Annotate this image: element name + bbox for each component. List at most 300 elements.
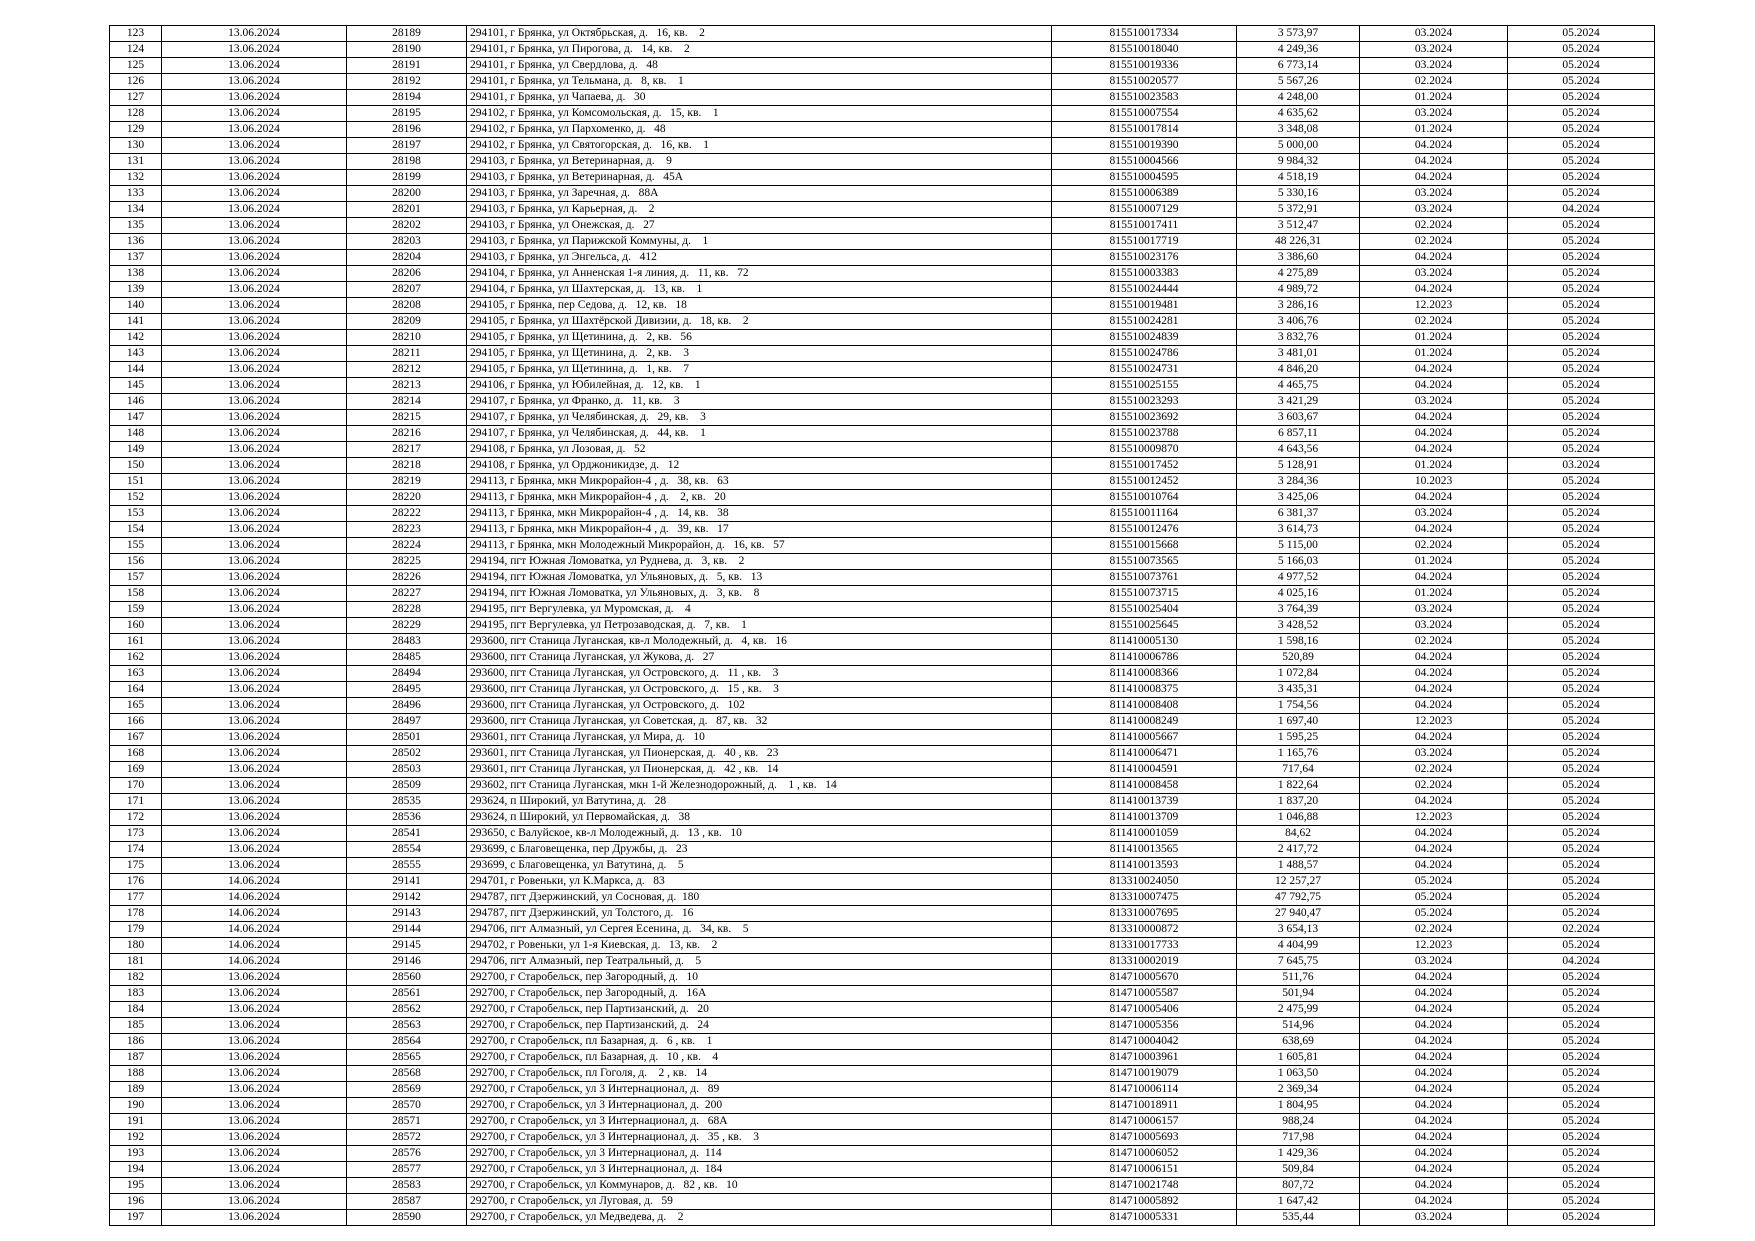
account-number-cell: 814710005331 <box>1052 1210 1237 1226</box>
date-cell: 13.06.2024 <box>162 586 347 602</box>
document-number-cell: 28202 <box>347 218 467 234</box>
document-number-cell: 28561 <box>347 986 467 1002</box>
row-number-cell: 152 <box>110 490 162 506</box>
document-number-cell: 28502 <box>347 746 467 762</box>
address-cell: 293699, с Благовещенка, пер Дружбы, д. 23 <box>467 842 1052 858</box>
amount-cell: 1 804,95 <box>1237 1098 1360 1114</box>
period-from-cell: 02.2024 <box>1360 314 1508 330</box>
date-cell: 13.06.2024 <box>162 138 347 154</box>
period-to-cell: 05.2024 <box>1508 1018 1655 1034</box>
document-number-cell: 28196 <box>347 122 467 138</box>
table-row <box>110 698 1655 714</box>
table-row <box>110 874 1655 890</box>
date-cell: 13.06.2024 <box>162 186 347 202</box>
date-cell: 13.06.2024 <box>162 1002 347 1018</box>
account-number-cell: 811410006786 <box>1052 650 1237 666</box>
account-number-cell: 815510007554 <box>1052 106 1237 122</box>
period-to-cell: 05.2024 <box>1508 938 1655 954</box>
date-cell: 13.06.2024 <box>162 794 347 810</box>
account-number-cell: 815510025645 <box>1052 618 1237 634</box>
date-cell: 13.06.2024 <box>162 778 347 794</box>
account-number-cell: 814710006052 <box>1052 1146 1237 1162</box>
period-from-cell: 04.2024 <box>1360 282 1508 298</box>
document-number-cell: 28227 <box>347 586 467 602</box>
amount-cell: 509,84 <box>1237 1162 1360 1178</box>
period-from-cell: 03.2024 <box>1360 186 1508 202</box>
account-number-cell: 814710005892 <box>1052 1194 1237 1210</box>
row-number-cell: 151 <box>110 474 162 490</box>
document-number-cell: 28199 <box>347 170 467 186</box>
period-to-cell: 05.2024 <box>1508 650 1655 666</box>
period-to-cell: 05.2024 <box>1508 74 1655 90</box>
period-from-cell: 02.2024 <box>1360 922 1508 938</box>
period-from-cell: 04.2024 <box>1360 858 1508 874</box>
period-to-cell: 05.2024 <box>1508 58 1655 74</box>
table-row <box>110 314 1655 330</box>
address-cell: 294105, г Брянка, ул Щетинина, д. 2, кв. 56 <box>467 330 1052 346</box>
account-number-cell: 811410013709 <box>1052 810 1237 826</box>
row-number-cell: 158 <box>110 586 162 602</box>
amount-cell: 3 603,67 <box>1237 410 1360 426</box>
period-to-cell: 05.2024 <box>1508 618 1655 634</box>
row-number-cell: 130 <box>110 138 162 154</box>
table-row <box>110 154 1655 170</box>
table-row <box>110 1018 1655 1034</box>
table-row <box>110 218 1655 234</box>
table-row <box>110 410 1655 426</box>
date-cell: 13.06.2024 <box>162 314 347 330</box>
row-number-cell: 193 <box>110 1146 162 1162</box>
document-number-cell: 28225 <box>347 554 467 570</box>
document-number-cell: 28190 <box>347 42 467 58</box>
table-row <box>110 1098 1655 1114</box>
row-number-cell: 150 <box>110 458 162 474</box>
table-row <box>110 1210 1655 1226</box>
row-number-cell: 175 <box>110 858 162 874</box>
table-row <box>110 1178 1655 1194</box>
amount-cell: 1 697,40 <box>1237 714 1360 730</box>
account-number-cell: 815510023176 <box>1052 250 1237 266</box>
account-number-cell: 813310007695 <box>1052 906 1237 922</box>
row-number-cell: 123 <box>110 26 162 42</box>
account-number-cell: 815510023583 <box>1052 90 1237 106</box>
row-number-cell: 147 <box>110 410 162 426</box>
document-number-cell: 28485 <box>347 650 467 666</box>
address-cell: 292700, г Старобельск, пл Базарная, д. 6 , кв. 1 <box>467 1034 1052 1050</box>
document-number-cell: 28563 <box>347 1018 467 1034</box>
account-number-cell: 815510025404 <box>1052 602 1237 618</box>
table-row <box>110 986 1655 1002</box>
period-from-cell: 12.2023 <box>1360 714 1508 730</box>
address-cell: 292700, г Старобельск, ул 3 Интернационал, д. 35 , кв. 3 <box>467 1130 1052 1146</box>
period-to-cell: 05.2024 <box>1508 794 1655 810</box>
amount-cell: 1 429,36 <box>1237 1146 1360 1162</box>
row-number-cell: 126 <box>110 74 162 90</box>
period-from-cell: 03.2024 <box>1360 202 1508 218</box>
address-cell: 294105, г Брянка, ул Щетинина, д. 1, кв. 7 <box>467 362 1052 378</box>
period-from-cell: 04.2024 <box>1360 570 1508 586</box>
row-number-cell: 180 <box>110 938 162 954</box>
period-from-cell: 02.2024 <box>1360 762 1508 778</box>
row-number-cell: 188 <box>110 1066 162 1082</box>
period-from-cell: 02.2024 <box>1360 218 1508 234</box>
address-cell: 294101, г Брянка, ул Чапаева, д. 30 <box>467 90 1052 106</box>
amount-cell: 3 654,13 <box>1237 922 1360 938</box>
period-to-cell: 04.2024 <box>1508 954 1655 970</box>
row-number-cell: 168 <box>110 746 162 762</box>
table-row <box>110 730 1655 746</box>
row-number-cell: 135 <box>110 218 162 234</box>
account-number-cell: 815510024731 <box>1052 362 1237 378</box>
document-number-cell: 28587 <box>347 1194 467 1210</box>
period-from-cell: 04.2024 <box>1360 1178 1508 1194</box>
amount-cell: 1 822,64 <box>1237 778 1360 794</box>
period-to-cell: 05.2024 <box>1508 698 1655 714</box>
period-from-cell: 04.2024 <box>1360 1098 1508 1114</box>
amount-cell: 4 025,16 <box>1237 586 1360 602</box>
period-to-cell: 05.2024 <box>1508 826 1655 842</box>
row-number-cell: 146 <box>110 394 162 410</box>
period-to-cell: 05.2024 <box>1508 714 1655 730</box>
period-from-cell: 04.2024 <box>1360 842 1508 858</box>
document-number-cell: 28189 <box>347 26 467 42</box>
date-cell: 13.06.2024 <box>162 522 347 538</box>
period-from-cell: 04.2024 <box>1360 522 1508 538</box>
date-cell: 13.06.2024 <box>162 1098 347 1114</box>
table-row <box>110 186 1655 202</box>
document-number-cell: 28213 <box>347 378 467 394</box>
date-cell: 13.06.2024 <box>162 106 347 122</box>
table-row <box>110 90 1655 106</box>
period-to-cell: 05.2024 <box>1508 778 1655 794</box>
period-from-cell: 01.2024 <box>1360 586 1508 602</box>
period-to-cell: 05.2024 <box>1508 858 1655 874</box>
address-cell: 294194, пгт Южная Ломоватка, ул Ульяновых, д. 5, кв. 13 <box>467 570 1052 586</box>
row-number-cell: 185 <box>110 1018 162 1034</box>
date-cell: 13.06.2024 <box>162 1178 347 1194</box>
document-number-cell: 28571 <box>347 1114 467 1130</box>
document-number-cell: 29142 <box>347 890 467 906</box>
document-number-cell: 28210 <box>347 330 467 346</box>
address-cell: 294108, г Брянка, ул Орджоникидзе, д. 12 <box>467 458 1052 474</box>
date-cell: 13.06.2024 <box>162 714 347 730</box>
address-cell: 293601, пгт Станица Луганская, ул Пионерская, д. 40 , кв. 23 <box>467 746 1052 762</box>
period-from-cell: 03.2024 <box>1360 602 1508 618</box>
date-cell: 13.06.2024 <box>162 282 347 298</box>
date-cell: 13.06.2024 <box>162 506 347 522</box>
period-to-cell: 05.2024 <box>1508 554 1655 570</box>
amount-cell: 5 128,91 <box>1237 458 1360 474</box>
period-from-cell: 04.2024 <box>1360 650 1508 666</box>
row-number-cell: 174 <box>110 842 162 858</box>
account-number-cell: 814710018911 <box>1052 1098 1237 1114</box>
amount-cell: 3 284,36 <box>1237 474 1360 490</box>
period-from-cell: 04.2024 <box>1360 378 1508 394</box>
period-to-cell: 05.2024 <box>1508 474 1655 490</box>
row-number-cell: 165 <box>110 698 162 714</box>
amount-cell: 501,94 <box>1237 986 1360 1002</box>
table-row <box>110 1066 1655 1082</box>
address-cell: 293624, п Широкий, ул Первомайская, д. 38 <box>467 810 1052 826</box>
period-from-cell: 05.2024 <box>1360 874 1508 890</box>
amount-cell: 12 257,27 <box>1237 874 1360 890</box>
period-from-cell: 04.2024 <box>1360 442 1508 458</box>
period-to-cell: 05.2024 <box>1508 874 1655 890</box>
account-number-cell: 815510024281 <box>1052 314 1237 330</box>
date-cell: 13.06.2024 <box>162 618 347 634</box>
table-row <box>110 330 1655 346</box>
address-cell: 294107, г Брянка, ул Челябинская, д. 44, кв. 1 <box>467 426 1052 442</box>
amount-cell: 4 518,19 <box>1237 170 1360 186</box>
amount-cell: 5 330,16 <box>1237 186 1360 202</box>
row-number-cell: 167 <box>110 730 162 746</box>
table-row <box>110 858 1655 874</box>
account-number-cell: 815510012452 <box>1052 474 1237 490</box>
table-row <box>110 570 1655 586</box>
amount-cell: 3 512,47 <box>1237 218 1360 234</box>
document-number-cell: 28509 <box>347 778 467 794</box>
period-from-cell: 04.2024 <box>1360 1114 1508 1130</box>
table-row <box>110 282 1655 298</box>
amount-cell: 4 635,62 <box>1237 106 1360 122</box>
document-number-cell: 28568 <box>347 1066 467 1082</box>
date-cell: 13.06.2024 <box>162 90 347 106</box>
period-to-cell: 05.2024 <box>1508 634 1655 650</box>
address-cell: 294106, г Брянка, ул Юбилейная, д. 12, кв. 1 <box>467 378 1052 394</box>
period-to-cell: 05.2024 <box>1508 410 1655 426</box>
period-from-cell: 04.2024 <box>1360 1130 1508 1146</box>
date-cell: 13.06.2024 <box>162 1082 347 1098</box>
address-cell: 292700, г Старобельск, пер Загородный, д. 10 <box>467 970 1052 986</box>
date-cell: 13.06.2024 <box>162 570 347 586</box>
document-number-cell: 28501 <box>347 730 467 746</box>
amount-cell: 4 275,89 <box>1237 266 1360 282</box>
row-number-cell: 132 <box>110 170 162 186</box>
period-to-cell: 02.2024 <box>1508 922 1655 938</box>
account-number-cell: 815510073761 <box>1052 570 1237 586</box>
row-number-cell: 131 <box>110 154 162 170</box>
row-number-cell: 181 <box>110 954 162 970</box>
document-number-cell: 29144 <box>347 922 467 938</box>
date-cell: 13.06.2024 <box>162 1194 347 1210</box>
period-to-cell: 05.2024 <box>1508 42 1655 58</box>
table-row <box>110 826 1655 842</box>
date-cell: 13.06.2024 <box>162 346 347 362</box>
account-number-cell: 815510017719 <box>1052 234 1237 250</box>
document-number-cell: 28569 <box>347 1082 467 1098</box>
date-cell: 13.06.2024 <box>162 634 347 650</box>
document-number-cell: 28564 <box>347 1034 467 1050</box>
table-row <box>110 602 1655 618</box>
date-cell: 13.06.2024 <box>162 266 347 282</box>
period-to-cell: 05.2024 <box>1508 314 1655 330</box>
document-number-cell: 28208 <box>347 298 467 314</box>
date-cell: 13.06.2024 <box>162 810 347 826</box>
period-from-cell: 04.2024 <box>1360 410 1508 426</box>
address-cell: 293699, с Благовещенка, ул Ватутина, д. 5 <box>467 858 1052 874</box>
period-to-cell: 05.2024 <box>1508 506 1655 522</box>
amount-cell: 1 063,50 <box>1237 1066 1360 1082</box>
account-number-cell: 813310000872 <box>1052 922 1237 938</box>
account-number-cell: 814710006157 <box>1052 1114 1237 1130</box>
row-number-cell: 194 <box>110 1162 162 1178</box>
row-number-cell: 166 <box>110 714 162 730</box>
period-to-cell: 05.2024 <box>1508 106 1655 122</box>
date-cell: 13.06.2024 <box>162 234 347 250</box>
address-cell: 294787, пгт Дзержинский, ул Толстого, д. 16 <box>467 906 1052 922</box>
account-number-cell: 815510020577 <box>1052 74 1237 90</box>
date-cell: 13.06.2024 <box>162 490 347 506</box>
date-cell: 13.06.2024 <box>162 1050 347 1066</box>
date-cell: 14.06.2024 <box>162 922 347 938</box>
account-number-cell: 815510003383 <box>1052 266 1237 282</box>
address-cell: 294103, г Брянка, ул Парижской Коммуны, д. 1 <box>467 234 1052 250</box>
address-cell: 292700, г Старобельск, пер Партизанский, д. 20 <box>467 1002 1052 1018</box>
document-number-cell: 28203 <box>347 234 467 250</box>
account-number-cell: 815510023692 <box>1052 410 1237 426</box>
period-to-cell: 05.2024 <box>1508 906 1655 922</box>
account-number-cell: 815510007129 <box>1052 202 1237 218</box>
document-number-cell: 28220 <box>347 490 467 506</box>
table-row <box>110 122 1655 138</box>
table-row <box>110 586 1655 602</box>
table-row <box>110 138 1655 154</box>
date-cell: 13.06.2024 <box>162 362 347 378</box>
period-to-cell: 05.2024 <box>1508 1050 1655 1066</box>
amount-cell: 3 348,08 <box>1237 122 1360 138</box>
date-cell: 13.06.2024 <box>162 730 347 746</box>
period-to-cell: 05.2024 <box>1508 346 1655 362</box>
row-number-cell: 124 <box>110 42 162 58</box>
amount-cell: 5 000,00 <box>1237 138 1360 154</box>
document-number-cell: 28535 <box>347 794 467 810</box>
document-number-cell: 28222 <box>347 506 467 522</box>
row-number-cell: 155 <box>110 538 162 554</box>
row-number-cell: 134 <box>110 202 162 218</box>
address-cell: 294101, г Брянка, ул Тельмана, д. 8, кв. 1 <box>467 74 1052 90</box>
row-number-cell: 176 <box>110 874 162 890</box>
date-cell: 13.06.2024 <box>162 1066 347 1082</box>
table-row <box>110 682 1655 698</box>
document-number-cell: 28536 <box>347 810 467 826</box>
amount-cell: 514,96 <box>1237 1018 1360 1034</box>
address-cell: 293601, пгт Станица Луганская, ул Пионерская, д. 42 , кв. 14 <box>467 762 1052 778</box>
date-cell: 14.06.2024 <box>162 938 347 954</box>
period-from-cell: 04.2024 <box>1360 490 1508 506</box>
period-to-cell: 05.2024 <box>1508 298 1655 314</box>
document-number-cell: 28562 <box>347 1002 467 1018</box>
date-cell: 13.06.2024 <box>162 202 347 218</box>
table-row <box>110 74 1655 90</box>
period-from-cell: 03.2024 <box>1360 618 1508 634</box>
address-cell: 293600, пгт Станица Луганская, кв-л Молодежный, д. 4, кв. 16 <box>467 634 1052 650</box>
date-cell: 13.06.2024 <box>162 218 347 234</box>
table-row <box>110 58 1655 74</box>
account-number-cell: 815510009870 <box>1052 442 1237 458</box>
row-number-cell: 142 <box>110 330 162 346</box>
amount-cell: 5 372,91 <box>1237 202 1360 218</box>
date-cell: 13.06.2024 <box>162 602 347 618</box>
period-to-cell: 05.2024 <box>1508 250 1655 266</box>
period-to-cell: 05.2024 <box>1508 138 1655 154</box>
account-number-cell: 815510019390 <box>1052 138 1237 154</box>
account-number-cell: 811410008249 <box>1052 714 1237 730</box>
date-cell: 13.06.2024 <box>162 42 347 58</box>
table-row <box>110 42 1655 58</box>
date-cell: 13.06.2024 <box>162 154 347 170</box>
amount-cell: 5 166,03 <box>1237 554 1360 570</box>
account-number-cell: 814710005693 <box>1052 1130 1237 1146</box>
period-to-cell: 05.2024 <box>1508 26 1655 42</box>
table-row <box>110 362 1655 378</box>
document-number-cell: 28577 <box>347 1162 467 1178</box>
period-to-cell: 05.2024 <box>1508 810 1655 826</box>
row-number-cell: 186 <box>110 1034 162 1050</box>
row-number-cell: 190 <box>110 1098 162 1114</box>
table-row <box>110 890 1655 906</box>
row-number-cell: 179 <box>110 922 162 938</box>
row-number-cell: 125 <box>110 58 162 74</box>
table-row <box>110 746 1655 762</box>
address-cell: 294101, г Брянка, ул Пирогова, д. 14, кв. 2 <box>467 42 1052 58</box>
table-row <box>110 794 1655 810</box>
address-cell: 292700, г Старобельск, ул 3 Интернационал, д. 114 <box>467 1146 1052 1162</box>
period-to-cell: 05.2024 <box>1508 90 1655 106</box>
period-to-cell: 05.2024 <box>1508 570 1655 586</box>
amount-cell: 6 773,14 <box>1237 58 1360 74</box>
row-number-cell: 184 <box>110 1002 162 1018</box>
account-number-cell: 815510017452 <box>1052 458 1237 474</box>
date-cell: 13.06.2024 <box>162 698 347 714</box>
document-number-cell: 28583 <box>347 1178 467 1194</box>
period-to-cell: 05.2024 <box>1508 442 1655 458</box>
period-to-cell: 05.2024 <box>1508 890 1655 906</box>
date-cell: 13.06.2024 <box>162 426 347 442</box>
period-from-cell: 04.2024 <box>1360 362 1508 378</box>
account-number-cell: 815510073715 <box>1052 586 1237 602</box>
period-from-cell: 03.2024 <box>1360 394 1508 410</box>
address-cell: 294113, г Брянка, мкн Микрорайон-4 , д. 14, кв. 38 <box>467 506 1052 522</box>
period-from-cell: 02.2024 <box>1360 234 1508 250</box>
period-from-cell: 05.2024 <box>1360 890 1508 906</box>
period-from-cell: 03.2024 <box>1360 954 1508 970</box>
account-number-cell: 813310002019 <box>1052 954 1237 970</box>
document-number-cell: 28497 <box>347 714 467 730</box>
date-cell: 13.06.2024 <box>162 1114 347 1130</box>
period-to-cell: 05.2024 <box>1508 490 1655 506</box>
period-to-cell: 05.2024 <box>1508 234 1655 250</box>
table-row <box>110 506 1655 522</box>
row-number-cell: 136 <box>110 234 162 250</box>
period-to-cell: 05.2024 <box>1508 1178 1655 1194</box>
account-number-cell: 814710021748 <box>1052 1178 1237 1194</box>
account-number-cell: 814710003961 <box>1052 1050 1237 1066</box>
row-number-cell: 182 <box>110 970 162 986</box>
date-cell: 13.06.2024 <box>162 1130 347 1146</box>
date-cell: 13.06.2024 <box>162 122 347 138</box>
row-number-cell: 139 <box>110 282 162 298</box>
row-number-cell: 189 <box>110 1082 162 1098</box>
account-number-cell: 815510023788 <box>1052 426 1237 442</box>
amount-cell: 1 598,16 <box>1237 634 1360 650</box>
period-from-cell: 03.2024 <box>1360 26 1508 42</box>
table-row <box>110 250 1655 266</box>
date-cell: 13.06.2024 <box>162 1034 347 1050</box>
row-number-cell: 196 <box>110 1194 162 1210</box>
table-row <box>110 634 1655 650</box>
address-cell: 294787, пгт Дзержинский, ул Сосновая, д. 180 <box>467 890 1052 906</box>
date-cell: 13.06.2024 <box>162 1162 347 1178</box>
